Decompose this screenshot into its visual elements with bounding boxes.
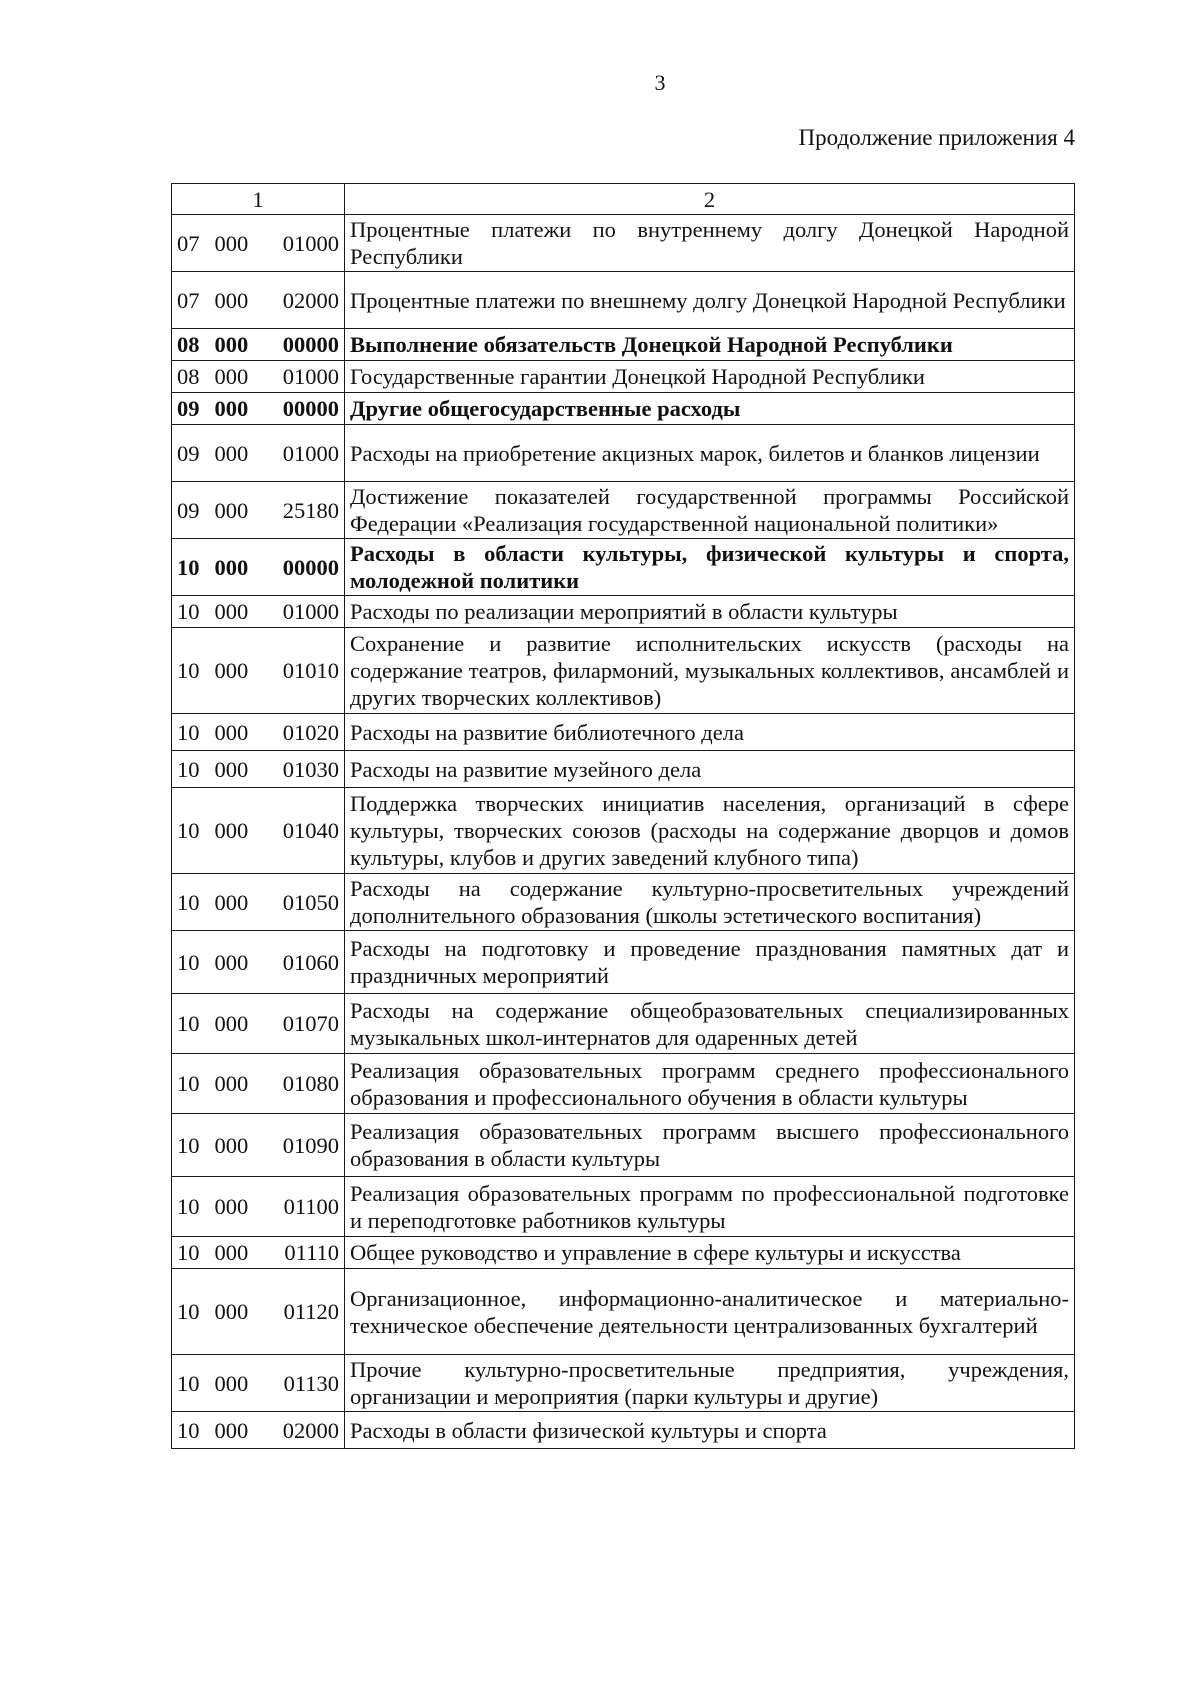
row-description: Реализация образовательных программ среднего профессионального образования и профессионального обучения в области культуры — [345, 1054, 1075, 1114]
code-direction: 01080 — [282, 1071, 339, 1096]
row-description: Расходы на подготовку и проведение празднования памятных дат и праздничных мероприятий — [345, 931, 1075, 994]
row-description: Выполнение обязательств Донецкой Народной Республики — [345, 329, 1075, 361]
row-description: Сохранение и развитие исполнительских искусств (расходы на содержание театров, филармоний, музыкальных коллективов, ансамблей и других творческих коллективов) — [345, 628, 1075, 714]
code-direction: 02000 — [282, 1417, 339, 1443]
code-direction: 00000 — [282, 396, 339, 421]
table-row — [172, 596, 1075, 628]
code-section: 10 — [177, 1011, 200, 1036]
row-description: Расходы на развитие библиотечного дела — [345, 714, 1075, 751]
code-program: 000 — [214, 497, 249, 523]
code-program: 000 — [214, 1071, 249, 1096]
code-section: 10 — [177, 756, 200, 782]
row-code — [172, 425, 345, 482]
code-program: 000 — [214, 332, 249, 357]
row-code — [172, 1269, 345, 1355]
row-code — [172, 714, 345, 751]
table-row — [172, 1114, 1075, 1177]
code-program: 000 — [214, 364, 249, 389]
row-code — [172, 628, 345, 714]
code-program: 000 — [214, 599, 249, 624]
table-row — [172, 1269, 1075, 1355]
code-section: 10 — [177, 554, 200, 580]
code-direction: 00000 — [282, 332, 339, 357]
table-header-row — [172, 184, 1075, 215]
code-direction: 01040 — [282, 818, 339, 843]
row-description: Расходы на развитие музейного дела — [345, 751, 1075, 788]
code-direction: 01000 — [282, 230, 339, 256]
row-code — [172, 539, 345, 596]
table-row — [172, 788, 1075, 874]
code-direction: 01000 — [282, 599, 339, 624]
table-row — [172, 1177, 1075, 1237]
row-description: Другие общегосударственные расходы — [345, 393, 1075, 425]
row-code — [172, 329, 345, 361]
table-body — [172, 215, 1075, 1449]
row-code — [172, 482, 345, 539]
code-direction: 01120 — [283, 1299, 339, 1324]
code-section: 08 — [177, 332, 200, 357]
code-program: 000 — [214, 818, 249, 843]
code-program: 000 — [214, 230, 249, 256]
row-code — [172, 272, 345, 329]
code-program: 000 — [214, 658, 249, 683]
code-program: 000 — [214, 719, 249, 745]
row-description: Расходы в области культуры, физической культуры и спорта, молодежной политики — [345, 539, 1075, 596]
code-section: 10 — [177, 1071, 200, 1096]
row-description: Реализация образовательных программ по профессиональной подготовке и переподготовке работников культуры — [345, 1177, 1075, 1237]
row-description: Процентные платежи по внешнему долгу Донецкой Народной Республики — [345, 272, 1075, 329]
row-code — [172, 1177, 345, 1237]
code-direction: 02000 — [282, 287, 339, 313]
code-section: 10 — [177, 1370, 200, 1396]
code-program: 000 — [214, 1240, 249, 1265]
code-section: 10 — [177, 599, 200, 624]
code-direction: 01050 — [282, 889, 339, 915]
row-description: Организационное, информационно-аналитическое и материально-техническое обеспечение деятельности централизованных бухгалтерий — [345, 1269, 1075, 1355]
code-direction: 01060 — [282, 949, 339, 975]
code-direction: 01100 — [283, 1194, 339, 1219]
code-direction: 01000 — [282, 440, 339, 466]
code-direction: 01130 — [283, 1370, 339, 1396]
row-code — [172, 931, 345, 994]
row-code — [172, 1412, 345, 1449]
row-description: Общее руководство и управление в сфере культуры и искусства — [345, 1237, 1075, 1269]
table-row — [172, 361, 1075, 393]
row-code — [172, 393, 345, 425]
table-row — [172, 994, 1075, 1054]
row-description: Расходы по реализации мероприятий в области культуры — [345, 596, 1075, 628]
row-code — [172, 1114, 345, 1177]
code-section: 10 — [177, 889, 200, 915]
code-section: 10 — [177, 1417, 200, 1443]
code-program: 000 — [214, 1299, 249, 1324]
column-header-description: 2 — [345, 184, 1075, 215]
row-description: Расходы на приобретение акцизных марок, билетов и бланков лицензии — [345, 425, 1075, 482]
code-section: 10 — [177, 949, 200, 975]
table-row — [172, 874, 1075, 931]
table-row — [172, 628, 1075, 714]
table-row — [172, 1054, 1075, 1114]
table-row — [172, 329, 1075, 361]
code-section: 10 — [177, 1299, 200, 1324]
code-section: 10 — [177, 818, 200, 843]
row-code — [172, 874, 345, 931]
code-section: 08 — [177, 364, 200, 389]
row-code — [172, 1355, 345, 1412]
table-row — [172, 215, 1075, 272]
code-section: 07 — [177, 230, 200, 256]
row-description: Поддержка творческих инициатив населения, организаций в сфере культуры, творческих союзов (расходы на содержание дворцов и домов культуры, клубов и других заведений клубного типа) — [345, 788, 1075, 874]
code-program: 000 — [214, 1194, 249, 1219]
table-row — [172, 1412, 1075, 1449]
code-section: 10 — [177, 719, 200, 745]
row-code — [172, 751, 345, 788]
row-description: Процентные платежи по внутреннему долгу Донецкой Народной Республики — [345, 215, 1075, 272]
row-code — [172, 596, 345, 628]
table-row — [172, 1355, 1075, 1412]
row-description: Государственные гарантии Донецкой Народной Республики — [345, 361, 1075, 393]
code-direction: 01070 — [282, 1011, 339, 1036]
code-program: 000 — [214, 756, 249, 782]
row-description: Реализация образовательных программ высшего профессионального образования в области культуры — [345, 1114, 1075, 1177]
code-direction: 01020 — [282, 719, 339, 745]
code-program: 000 — [214, 440, 249, 466]
code-program: 000 — [214, 554, 249, 580]
row-description: Достижение показателей государственной программы Российской Федерации «Реализация государственной национальной политики» — [345, 482, 1075, 539]
table-row — [172, 1237, 1075, 1269]
column-header-code: 1 — [172, 184, 345, 215]
table-row — [172, 272, 1075, 329]
code-program: 000 — [214, 287, 249, 313]
row-code — [172, 1237, 345, 1269]
table-row — [172, 482, 1075, 539]
table-row — [172, 751, 1075, 788]
code-section: 07 — [177, 287, 200, 313]
row-code — [172, 361, 345, 393]
table-row — [172, 425, 1075, 482]
code-direction: 01110 — [284, 1240, 339, 1265]
code-direction: 00000 — [282, 554, 339, 580]
code-section: 10 — [177, 1132, 200, 1158]
code-direction: 01030 — [282, 756, 339, 782]
code-direction: 25180 — [282, 497, 339, 523]
budget-classification-table — [171, 183, 1075, 1449]
code-section: 09 — [177, 440, 200, 466]
code-section: 09 — [177, 497, 200, 523]
code-section: 10 — [177, 1240, 200, 1265]
code-program: 000 — [214, 396, 249, 421]
row-description: Прочие культурно-просветительные предприятия, учреждения, организации и мероприятия (парки культуры и другие) — [345, 1355, 1075, 1412]
code-program: 000 — [214, 949, 249, 975]
row-code — [172, 788, 345, 874]
code-section: 09 — [177, 396, 200, 421]
code-direction: 01090 — [282, 1132, 339, 1158]
row-description: Расходы на содержание культурно-просветительных учреждений дополнительного образования (школы эстетического воспитания) — [345, 874, 1075, 931]
code-direction: 01000 — [282, 364, 339, 389]
code-program: 000 — [214, 889, 249, 915]
continuation-label: Продолжение приложения 4 — [798, 125, 1075, 150]
row-code — [172, 1054, 345, 1114]
code-program: 000 — [214, 1011, 249, 1036]
table-row — [172, 931, 1075, 994]
table-row — [172, 539, 1075, 596]
code-program: 000 — [214, 1132, 249, 1158]
table-row — [172, 393, 1075, 425]
code-program: 000 — [214, 1370, 249, 1396]
code-program: 000 — [214, 1417, 249, 1443]
row-description: Расходы на содержание общеобразовательных специализированных музыкальных школ-интернатов для одаренных детей — [345, 994, 1075, 1054]
table-row — [172, 714, 1075, 751]
code-direction: 01010 — [282, 658, 339, 683]
row-description: Расходы в области физической культуры и спорта — [345, 1412, 1075, 1449]
code-section: 10 — [177, 1194, 200, 1219]
row-code — [172, 994, 345, 1054]
code-section: 10 — [177, 658, 200, 683]
row-code — [172, 215, 345, 272]
page-number: 3 — [654, 70, 666, 95]
